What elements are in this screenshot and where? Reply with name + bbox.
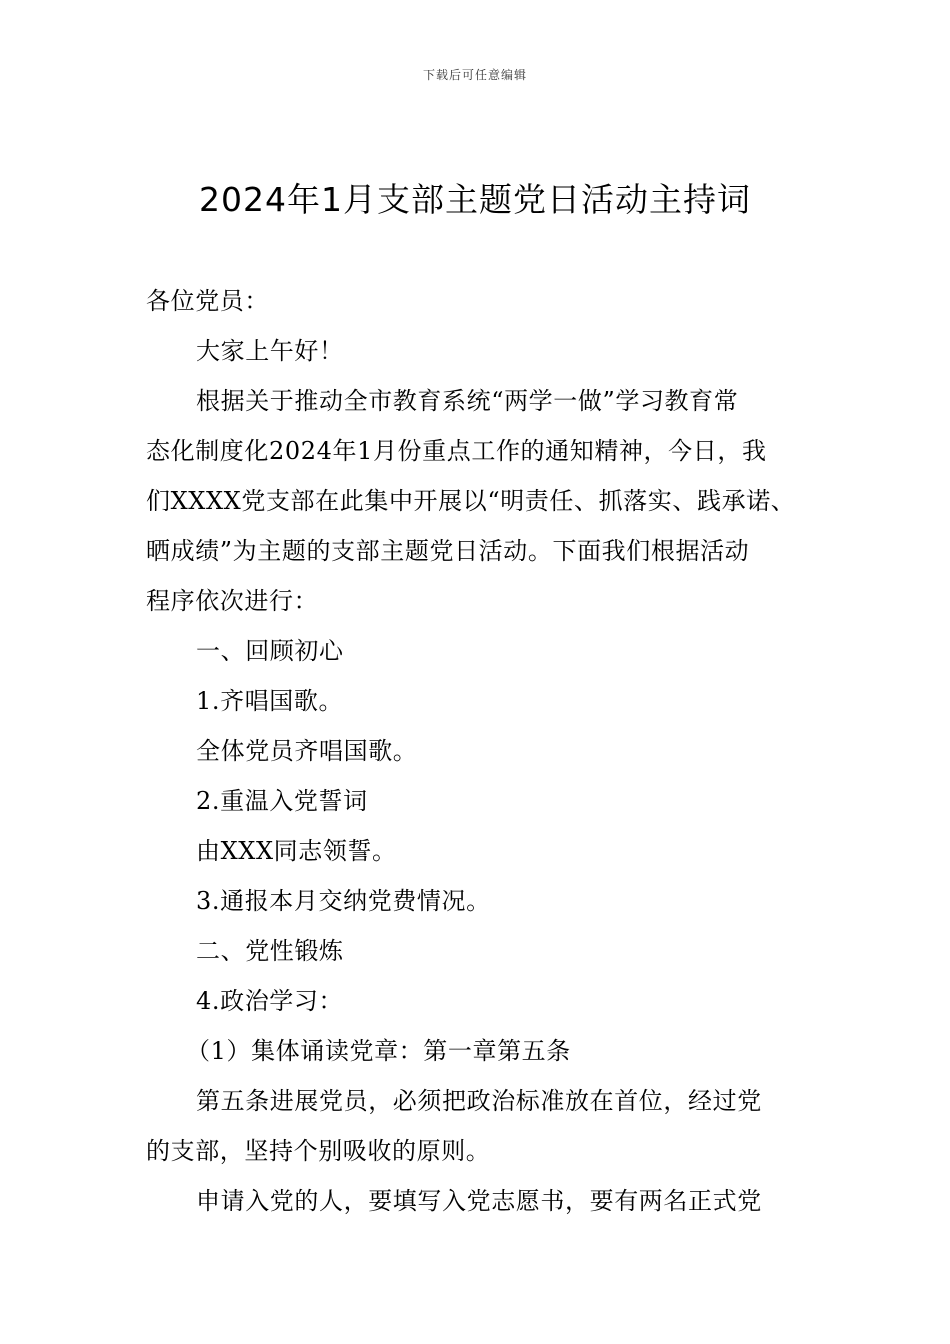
sub-list-item: （1）集体诵读党章：第一章第五条 [186,1037,571,1065]
paragraph-line: 第五条进展党员，必须把政治标准放在首位，经过党 [196,1087,762,1115]
salutation: 各位党员： [146,287,269,315]
list-item: 4.政治学习： [196,987,344,1015]
document-title: 2024年1月支部主题党日活动主持词 [199,180,751,219]
paragraph-line: 晒成绩”为主题的支部主题党日活动。下面我们根据活动 [146,537,750,565]
paragraph-line: 们XXXX党支部在此集中开展以“明责任、抓落实、践承诺、 [146,487,796,515]
paragraph-line: 态化制度化2024年1月份重点工作的通知精神，今日，我 [146,437,767,465]
paragraph-line: 程序依次进行： [146,587,319,615]
paragraph-line: 申请入党的人，要填写入党志愿书，要有两名正式党 [196,1187,762,1215]
paragraph-line: 的支部，坚持个别吸收的原则。 [146,1137,491,1165]
section-heading: 一、回顾初心 [196,637,344,665]
document-body [146,276,822,1226]
list-item: 1.齐唱国歌。 [196,687,344,715]
section-heading: 二、党性锻炼 [196,937,344,965]
header-note: 下载后可任意编辑 [422,68,527,82]
list-item: 2.重温入党誓词 [196,787,368,815]
paragraph-line: 根据关于推动全市教育系统“两学一做”学习教育常 [196,387,739,415]
list-item: 3.通报本月交纳党费情况。 [196,887,491,915]
paragraph-line: 由XXX同志领誓。 [196,837,397,865]
greeting: 大家上午好！ [196,337,344,365]
paragraph-line: 全体党员齐唱国歌。 [196,737,418,765]
